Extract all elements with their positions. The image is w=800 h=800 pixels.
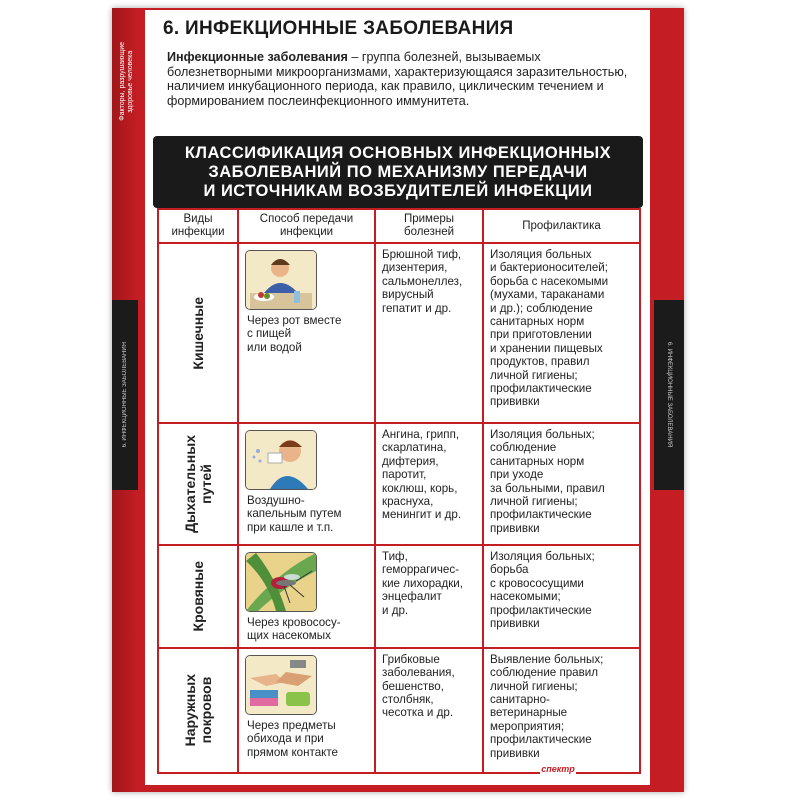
table-row <box>158 423 640 545</box>
row-type: Кишечные <box>190 296 206 370</box>
header-transmission: Способ передачи инфекции <box>238 209 375 243</box>
transmission-text: Воздушно- капельным путем при кашле и т.п. <box>247 494 342 534</box>
examples-cell: Тиф, геморрагичес- кие лихорадки, энцефалит и др. <box>375 545 483 648</box>
content-panel <box>145 10 650 785</box>
prevention-cell: Изоляция больных; борьба с кровососущими насекомыми; профилактические прививки <box>483 545 640 648</box>
row-type: Кровяные <box>190 561 206 632</box>
intro-term: Инфекционные заболевания <box>167 50 348 64</box>
left-black-strip: 6. ИНФЕКЦИОННЫЕ ЗАБОЛЕВАНИЯ <box>112 300 138 490</box>
transmission-text: Через предметы обихода и при прямом контакте <box>247 718 338 759</box>
transmission-cell <box>238 648 375 773</box>
table-header-row <box>158 209 640 243</box>
prevention-cell: Изоляция больных; соблюдение санитарных норм при уходе за больными, правил личной гигиены; профилактические прививки <box>483 423 640 545</box>
examples-cell: Грибковые заболевания, бешенство, столбняк, чесотка и др. <box>375 648 483 773</box>
examples-cell: Ангина, грипп, скарлатина, дифтерия, паротит, коклюш, корь, краснуха, менингит и др. <box>375 423 483 545</box>
row-type-cell <box>158 648 238 773</box>
row-type-cell <box>158 545 238 648</box>
infection-table <box>157 208 641 774</box>
transmission-text: Через кровососу- щих насекомых <box>247 616 341 643</box>
header-examples: Примеры болезней <box>375 209 483 243</box>
row-type-cell <box>158 243 238 423</box>
classification-banner <box>153 136 643 208</box>
right-black-strip: 6. ИНФЕКЦИОННЫЕ ЗАБОЛЕВАНИЯ <box>654 300 684 490</box>
transmission-cell <box>238 423 375 545</box>
header-type: Виды инфекции <box>158 209 238 243</box>
classification-title: КЛАССИФИКАЦИЯ ОСНОВНЫХ ИНФЕКЦИОННЫХ ЗАБОЛЕВАНИЙ ПО МЕХАНИЗМУ ПЕРЕДАЧИ И ИСТОЧНИКАМ ВОЗБУДИТЕЛЕЙ ИНФЕКЦИИ <box>184 143 612 200</box>
transmission-text: Через рот вместе с пищей или водой <box>247 314 342 354</box>
table-row <box>158 545 640 648</box>
table-row <box>158 243 640 423</box>
examples-cell: Брюшной тиф, дизентерия, сальмонеллез, вирусный гепатит и др. <box>375 243 483 423</box>
prevention-cell: Выявление больных; соблюдение правил личной гигиены; санитарно- ветеринарные мероприятия; профилактические прививки <box>483 648 640 773</box>
page-title: 6. ИНФЕКЦИОННЫЕ ЗАБОЛЕВАНИЯ <box>163 18 514 39</box>
prevention-cell: Изоляция больных и бактерионосителей; борьба с насекомыми (мухами, тараканами и др.); соблюдение санитарных норм при приготовлении и хранении пищевых продуктов, правил личной гигиены; профилактические прививки <box>483 243 640 423</box>
transmission-cell <box>238 243 375 423</box>
side-label-top: Факторы, разрушающие здоровье человека <box>119 41 134 121</box>
transmission-cell <box>238 545 375 648</box>
row-type: Наружных покровов <box>182 674 214 747</box>
intro-paragraph <box>167 50 637 108</box>
handshake-objects-icon <box>245 655 317 715</box>
row-type: Дыхательных путей <box>182 435 214 533</box>
eating-person-icon <box>245 250 317 310</box>
table-row <box>158 648 640 773</box>
mosquito-icon <box>245 552 317 612</box>
header-prevention: Профилактика <box>483 209 640 243</box>
row-type-cell <box>158 423 238 545</box>
coughing-person-icon <box>245 430 317 490</box>
publisher-logo: спектр <box>540 758 576 780</box>
intro-text: – группа болезней, вызываемых болезнетворными микроорганизмами, характеризующаяся заразительностью, наличием инкубационного периода, как правило, циклическим течением и формированием послеинфекционного иммунитета. <box>167 50 628 108</box>
